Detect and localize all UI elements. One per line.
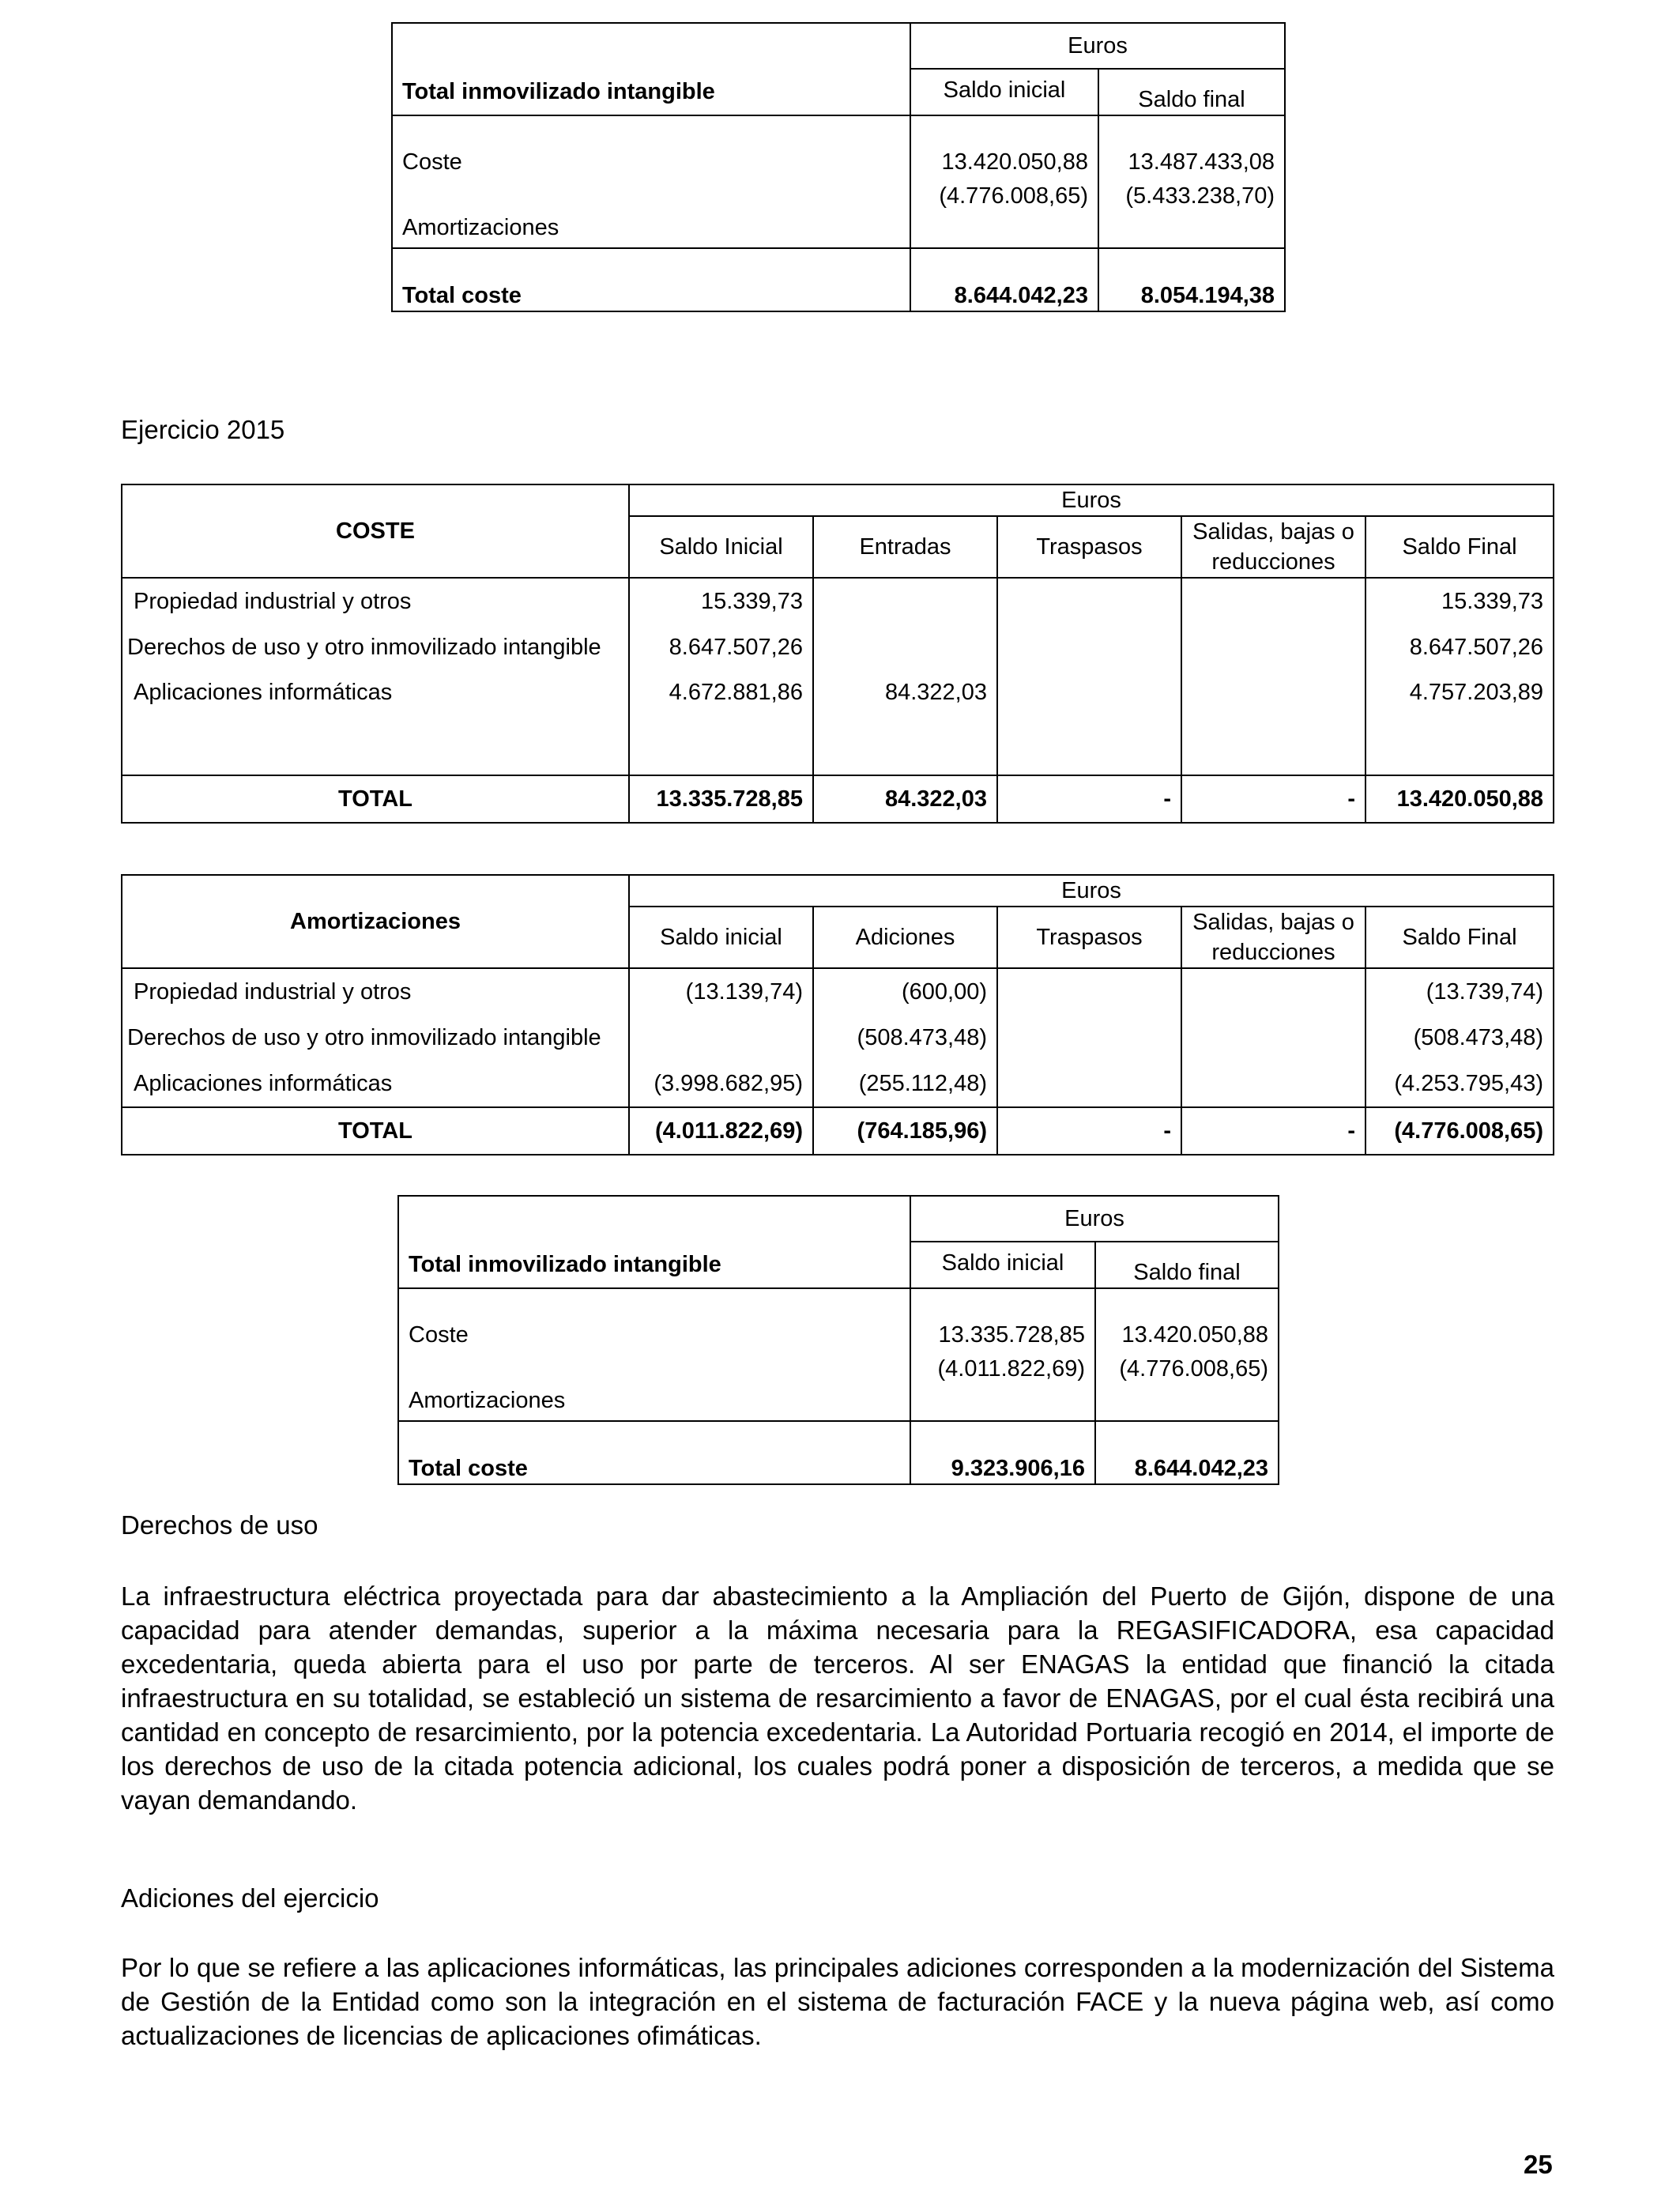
total-value: -	[997, 775, 1181, 823]
col-header: Saldo Final	[1365, 907, 1554, 968]
cell-value	[1181, 1061, 1365, 1107]
cell-value: (13.739,74)	[1365, 968, 1554, 1015]
col-header: Saldo Final	[1365, 516, 1554, 578]
cell-value	[1181, 578, 1365, 624]
cell-value	[1181, 670, 1365, 775]
cell-value: 4.672.881,86	[629, 670, 813, 775]
derechos-heading: Derechos de uso	[121, 1510, 318, 1540]
cell-value	[997, 670, 1181, 775]
cell-value: 15.339,73	[1365, 578, 1554, 624]
adiciones-heading: Adiciones del ejercicio	[121, 1883, 379, 1913]
summary-table-top	[391, 22, 1286, 312]
section-heading-2015: Ejercicio 2015	[121, 415, 285, 444]
total-value: (4.776.008,65)	[1365, 1107, 1554, 1155]
cell-value	[1181, 624, 1365, 670]
row-label: Coste	[398, 1288, 910, 1353]
table-title: COSTE	[122, 484, 629, 578]
total-value: (764.185,96)	[813, 1107, 997, 1155]
table-title: Total inmovilizado intangible	[392, 69, 910, 115]
row-label: Propiedad industrial y otros	[122, 578, 629, 624]
adiciones-paragraph: Por lo que se refiere a las aplicaciones informáticas, las principales adiciones corresponden a la modernización del Sistema de Gestión de la Entidad como son la integración en el sistema de facturación FACE y la nueva página web, así como actualizaciones de licencias de aplicaciones ofimáticas.	[121, 1953, 1554, 2050]
total-label: Total coste	[398, 1421, 910, 1484]
total-value: (4.011.822,69)	[629, 1107, 813, 1155]
euros-header: Euros	[910, 23, 1285, 69]
euros-header: Euros	[910, 1196, 1279, 1242]
cell-value: (4.011.822,69)	[910, 1353, 1095, 1421]
cell-value: (4.253.795,43)	[1365, 1061, 1554, 1107]
row-label: Amortizaciones	[392, 180, 910, 248]
cell-value: (508.473,48)	[1365, 1015, 1554, 1061]
cell-value: 15.339,73	[629, 578, 813, 624]
table-title: Amortizaciones	[122, 875, 629, 968]
total-value: -	[1181, 775, 1365, 823]
cell-value: 8.647.507,26	[629, 624, 813, 670]
total-value: 8.054.194,38	[1140, 283, 1275, 308]
cell-value	[813, 578, 997, 624]
row-label: Derechos de uso y otro inmovilizado intangible	[122, 624, 629, 670]
col-header-initial: Saldo inicial	[910, 69, 1098, 115]
cell-value	[1181, 968, 1365, 1015]
total-value: 13.420.050,88	[1365, 775, 1554, 823]
row-label: Aplicaciones informáticas	[122, 670, 629, 775]
col-header: Traspasos	[997, 907, 1181, 968]
total-label: TOTAL	[122, 1107, 629, 1155]
total-value: 8.644.042,23	[910, 248, 1098, 311]
row-label: Derechos de uso y otro inmovilizado intangible	[122, 1015, 629, 1061]
total-label: Total coste	[392, 248, 910, 311]
col-header: Salidas, bajas o reducciones	[1181, 516, 1365, 578]
coste-table	[121, 484, 1554, 824]
cell-value	[997, 1061, 1181, 1107]
col-header: Saldo Inicial	[629, 516, 813, 578]
row-label: Coste	[392, 115, 910, 180]
col-header: Traspasos	[997, 516, 1181, 578]
cell-value: 4.757.203,89	[1365, 670, 1554, 775]
col-header: Saldo inicial	[629, 907, 813, 968]
cell-value: (13.139,74)	[629, 968, 813, 1015]
euros-header: Euros	[629, 484, 1554, 516]
cell-value	[997, 1015, 1181, 1061]
row-label: Aplicaciones informáticas	[122, 1061, 629, 1107]
cell-value: (508.473,48)	[813, 1015, 997, 1061]
cell-value: (600,00)	[813, 968, 997, 1015]
total-value: -	[1181, 1107, 1365, 1155]
cell-value	[997, 968, 1181, 1015]
total-value: 9.323.906,16	[910, 1421, 1095, 1484]
total-value: 84.322,03	[813, 775, 997, 823]
cell-value: 13.335.728,85	[910, 1288, 1095, 1353]
euros-header: Euros	[629, 875, 1554, 907]
summary-table-bottom	[397, 1195, 1279, 1485]
row-label: Propiedad industrial y otros	[122, 968, 629, 1015]
cell-value: (4.776.008,65)	[910, 180, 1098, 248]
total-value: 13.335.728,85	[629, 775, 813, 823]
cell-value: (5.433.238,70)	[1098, 180, 1285, 248]
cell-value: 13.420.050,88	[1121, 1322, 1269, 1348]
cell-value: 13.487.433,08	[1128, 149, 1275, 175]
cell-value: 8.647.507,26	[1365, 624, 1554, 670]
cell-value	[1181, 1015, 1365, 1061]
total-value: -	[997, 1107, 1181, 1155]
cell-value: (4.776.008,65)	[1095, 1353, 1279, 1421]
cell-value: (255.112,48)	[813, 1061, 997, 1107]
col-header-initial: Saldo inicial	[910, 1242, 1095, 1288]
cell-value	[997, 624, 1181, 670]
row-label: Amortizaciones	[398, 1353, 910, 1421]
page-number: 25	[1524, 2150, 1553, 2179]
table-title: Total inmovilizado intangible	[398, 1242, 910, 1288]
cell-value: 84.322,03	[813, 670, 997, 775]
col-header: Adiciones	[813, 907, 997, 968]
amortizaciones-table	[121, 874, 1554, 1155]
total-label: TOTAL	[122, 775, 629, 823]
cell-value	[629, 1015, 813, 1061]
cell-value: 13.420.050,88	[910, 115, 1098, 180]
col-header: Salidas, bajas o reducciones	[1181, 907, 1365, 968]
total-value: 8.644.042,23	[1134, 1456, 1269, 1481]
cell-value	[813, 624, 997, 670]
cell-value	[997, 578, 1181, 624]
col-header-final: Saldo final	[1098, 69, 1285, 115]
cell-value: (3.998.682,95)	[629, 1061, 813, 1107]
col-header: Entradas	[813, 516, 997, 578]
col-header-final: Saldo final	[1095, 1242, 1279, 1288]
derechos-paragraph: La infraestructura eléctrica proyectada para dar abastecimiento a la Ampliación del Puerto de Gijón, dispone de una capacidad para atender demandas, superior a la máxima necesaria para la REGASIFICADORA, esa capacidad excedentaria, queda abierta para el uso por parte de terceros. Al ser ENAGAS la entidad que financió la citada infraestructura en su totalidad, se estableció un sistema de resarcimiento a favor de ENAGAS, por el cual ésta recibirá una cantidad en concepto de resarcimiento, por la potencia excedentaria. La Autoridad Portuaria recogió en 2014, el importe de los derechos de uso de la citada potencia adicional, los cuales podrá poner a disposición de terceros, a medida que se vayan demandando.	[121, 1581, 1554, 1815]
